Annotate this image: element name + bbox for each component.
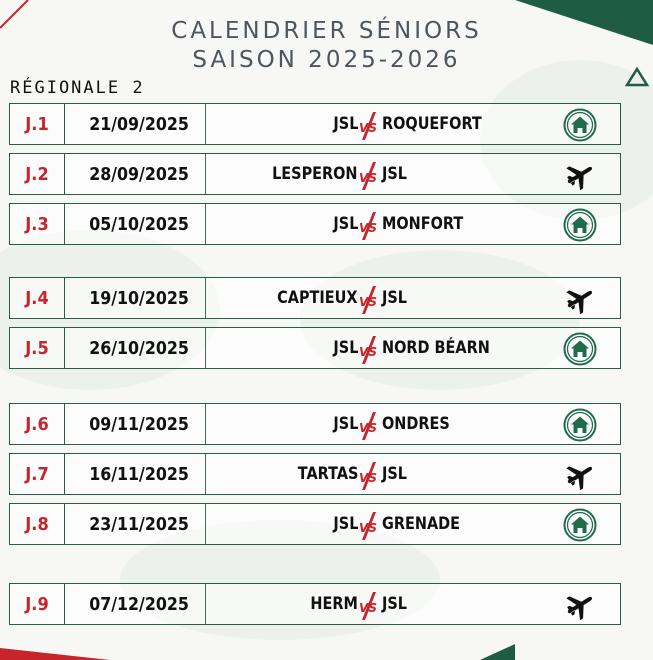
versus-icon (356, 592, 380, 620)
match-round: J.9 (10, 584, 65, 624)
home-team: TARTAS (297, 464, 358, 484)
away-team: ROQUEFORT (382, 114, 482, 134)
match-row (9, 327, 621, 369)
airplane-icon (563, 458, 597, 492)
versus-icon (356, 412, 380, 440)
match-row (9, 203, 621, 245)
home-team: JSL (333, 214, 358, 234)
match-date: 28/09/2025 (73, 154, 206, 194)
home-team: JSL (333, 514, 358, 534)
versus-icon (356, 162, 380, 190)
match-round: J.5 (10, 328, 65, 368)
corner-decoration-bottom-right (470, 640, 530, 660)
match-round: J.1 (10, 104, 65, 144)
home-icon (563, 332, 597, 366)
airplane-icon (563, 588, 597, 622)
season-subtitle: SAISON 2025-2026 (192, 47, 461, 73)
match-row (9, 153, 621, 195)
home-icon (563, 208, 597, 242)
versus-icon (356, 336, 380, 364)
away-team: GRENADE (382, 514, 461, 534)
match-round: J.8 (10, 504, 65, 544)
home-icon (563, 408, 597, 442)
away-team: JSL (382, 288, 407, 308)
match-date: 09/11/2025 (73, 404, 206, 444)
match-round: J.4 (10, 278, 65, 318)
away-team: MONFORT (382, 214, 464, 234)
match-round: J.7 (10, 454, 65, 494)
versus-icon (356, 112, 380, 140)
home-team: JSL (333, 414, 358, 434)
match-date: 05/10/2025 (73, 204, 206, 244)
match-date: 19/10/2025 (73, 278, 206, 318)
match-date: 07/12/2025 (73, 584, 206, 624)
match-row (9, 503, 621, 545)
match-date: 16/11/2025 (73, 454, 206, 494)
away-team: NORD BÉARN (382, 338, 490, 358)
match-row (9, 583, 621, 625)
away-team: JSL (382, 594, 407, 614)
poster-title: CALENDRIER SÉNIORS (171, 18, 482, 44)
match-row (9, 453, 621, 495)
versus-icon (356, 512, 380, 540)
home-team: HERM (310, 594, 358, 614)
match-round: J.3 (10, 204, 65, 244)
airplane-icon (563, 282, 597, 316)
home-icon (563, 508, 597, 542)
match-round: J.6 (10, 404, 65, 444)
away-team: JSL (382, 464, 407, 484)
home-icon (563, 108, 597, 142)
airplane-icon (563, 158, 597, 192)
away-team: ONDRES (382, 414, 450, 434)
corner-decoration-bottom-left (0, 640, 140, 660)
home-team: LESPERON (272, 164, 358, 184)
match-date: 23/11/2025 (73, 504, 206, 544)
home-team: JSL (333, 338, 358, 358)
match-round: J.2 (10, 154, 65, 194)
home-team: JSL (333, 114, 358, 134)
away-team: JSL (382, 164, 407, 184)
match-row (9, 403, 621, 445)
league-name: RÉGIONALE 2 (10, 78, 145, 98)
match-date: 21/09/2025 (73, 104, 206, 144)
versus-icon (356, 462, 380, 490)
match-row (9, 277, 621, 319)
versus-icon (356, 286, 380, 314)
versus-icon (356, 212, 380, 240)
match-date: 26/10/2025 (73, 328, 206, 368)
match-row (9, 103, 621, 145)
home-team: CAPTIEUX (277, 288, 358, 308)
